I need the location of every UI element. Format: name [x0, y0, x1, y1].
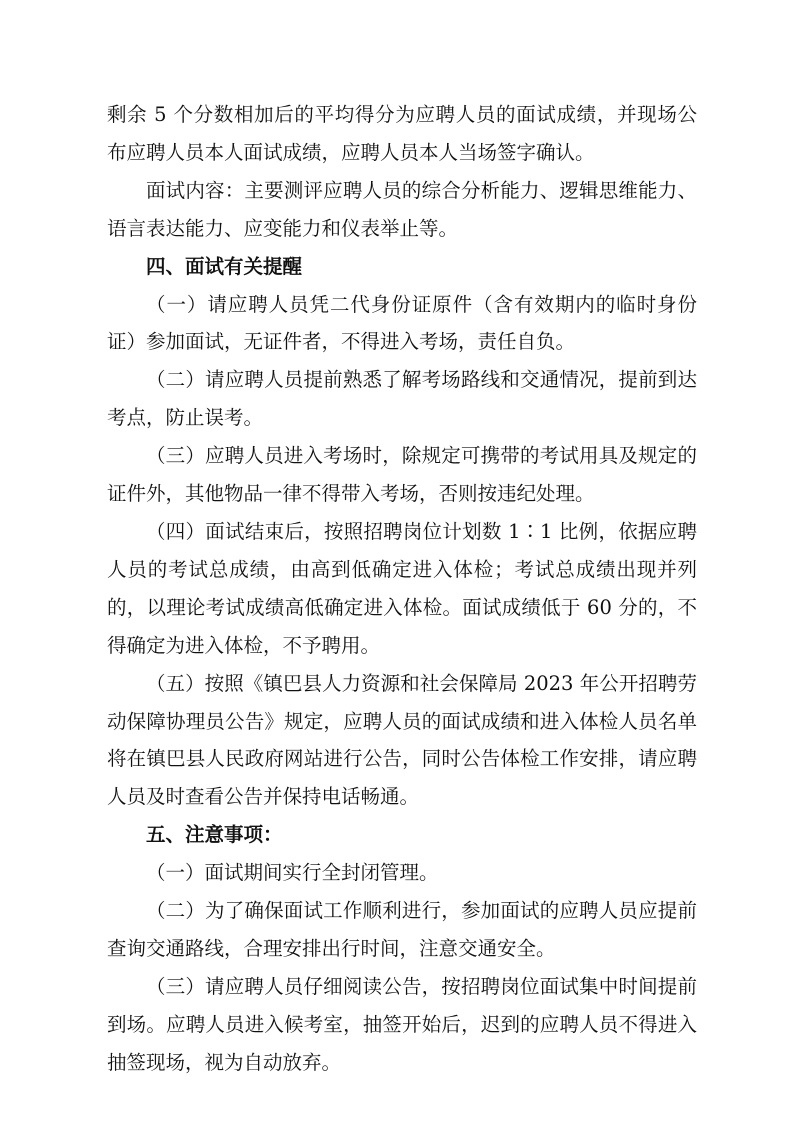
paragraph-note-arrival: （三）请应聘人员仔细阅读公告，按招聘岗位面试集中时间提前到场。应聘人员进入候考室，抽签开始后，迟到的应聘人员不得进入抽签现场，视为自动放弃。 [107, 974, 697, 1074]
paragraph-interview-content: 面试内容：主要测评应聘人员的综合分析能力、逻辑思维能力、语言表达能力、应变能力和仪表举止等。 [107, 178, 697, 240]
paragraph-note-traffic: （二）为了确保面试工作顺利进行，参加面试的应聘人员应提前查询交通路线，合理安排出行时间，注意交通安全。 [107, 899, 697, 960]
paragraph-reminder-physical-exam: （四）面试结束后，按照招聘岗位计划数 1∶1 比例，依据应聘人员的考试总成绩，由高到低确定进入体检；考试总成绩出现并列的，以理论考试成绩高低确定进入体检。面试成绩低于 60 分的，不得确定为进入体检，不予聘用。 [107, 519, 697, 657]
paragraph-reminder-announcement: （五）按照《镇巴县人力资源和社会保障局 2023 年公开招聘劳动保障协理员公告》规定，应聘人员的面试成绩和进入体检人员名单将在镇巴县人民政府网站进行公告，同时公告体检工作安排，请应聘人员及时查看公告并保持电话畅通。 [107, 671, 697, 809]
paragraph-score-announcement: 剩余 5 个分数相加后的平均得分为应聘人员的面试成绩，并现场公布应聘人员本人面试成绩，应聘人员本人当场签字确认。 [107, 103, 697, 164]
paragraph-reminder-route: （二）请应聘人员提前熟悉了解考场路线和交通情况，提前到达考点，防止误考。 [107, 368, 697, 430]
paragraph-reminder-items: （三）应聘人员进入考场时，除规定可携带的考试用具及规定的证件外，其他物品一律不得带入考场，否则按违纪处理。 [107, 444, 697, 506]
paragraph-reminder-id-card: （一）请应聘人员凭二代身份证原件（含有效期内的临时身份证）参加面试，无证件者，不得进入考场，责任自负。 [107, 292, 697, 354]
heading-interview-reminders: 四、面试有关提醒 [146, 254, 303, 278]
document-body [107, 96, 697, 1082]
paragraph-note-closed-management: （一）面试期间实行全封闭管理。 [146, 861, 439, 885]
heading-notes: 五、注意事项： [146, 823, 283, 847]
